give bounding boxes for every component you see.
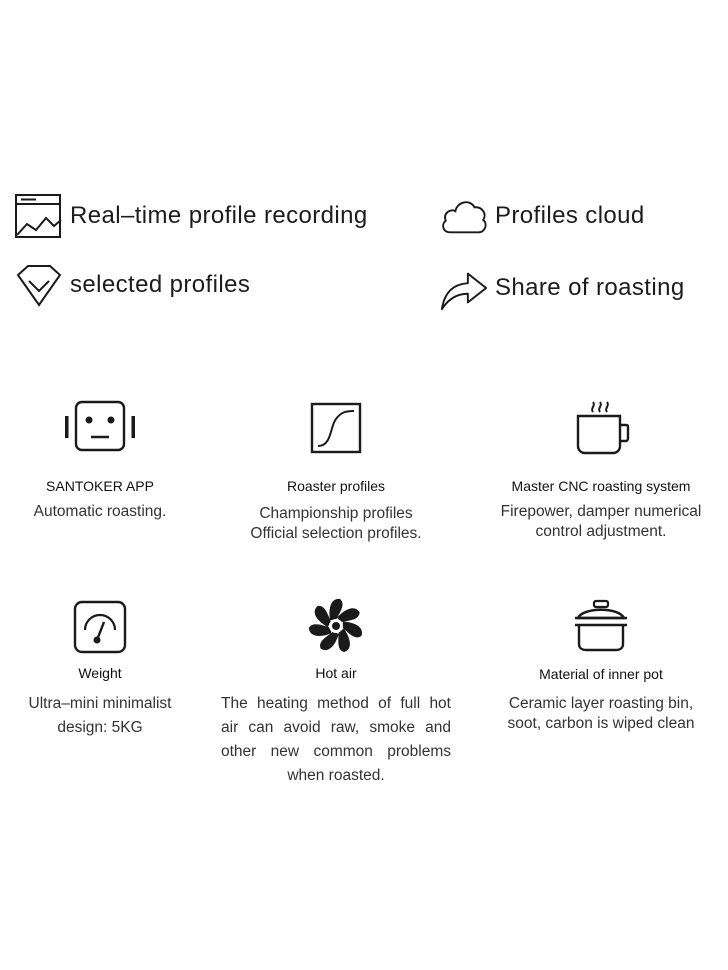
card-description xyxy=(486,694,716,734)
card-description-line: Automatic roasting. xyxy=(33,503,167,520)
card-description-line: The heating method of full hot xyxy=(221,695,451,712)
feature-label: Real–time profile recording xyxy=(70,202,368,229)
card-description xyxy=(0,694,215,738)
feature-label: Profiles cloud xyxy=(495,202,645,229)
card-description xyxy=(0,502,215,522)
card-description-line: Firepower, damper numerical xyxy=(500,503,702,520)
card-description xyxy=(486,502,716,542)
pot-icon xyxy=(573,598,629,654)
card-title: Roaster profiles xyxy=(286,478,386,494)
feature-profiles-cloud xyxy=(439,188,645,244)
cloud-icon xyxy=(439,191,489,241)
card-title: Weight xyxy=(78,665,122,681)
card-weight xyxy=(0,598,215,748)
card-description-line: air can avoid raw, smoke and xyxy=(221,719,451,736)
card-description-line: Championship profiles xyxy=(259,505,413,522)
card-roaster-profiles xyxy=(221,398,451,548)
card-inner-pot xyxy=(486,598,716,748)
card-description-line: soot, carbon is wiped clean xyxy=(507,715,695,732)
card-description-line: other new common problems xyxy=(221,743,451,760)
card-description-line: when roasted. xyxy=(287,767,385,784)
coffee-cup-icon xyxy=(571,398,631,456)
feature-label: Share of roasting xyxy=(495,274,685,301)
card-title: Hot air xyxy=(315,665,357,681)
fan-icon xyxy=(308,598,364,654)
card-description-line: Official selection profiles. xyxy=(250,525,422,542)
card-description-line: Ultra–mini minimalist xyxy=(28,695,172,712)
card-description-line: control adjustment. xyxy=(535,523,667,540)
card-master-cnc xyxy=(486,398,716,548)
card-title: SANTOKER APP xyxy=(46,478,154,494)
feature-selected-profiles xyxy=(14,257,250,313)
card-hot-air xyxy=(221,598,451,788)
feature-label: selected profiles xyxy=(70,271,251,298)
card-santoker-app xyxy=(0,398,215,538)
feature-share-roasting xyxy=(439,260,685,316)
scale-gauge-icon xyxy=(73,600,127,654)
curve-graph-icon xyxy=(310,402,362,454)
share-arrow-icon xyxy=(439,263,489,313)
card-description xyxy=(221,504,451,544)
card-title: Material of inner pot xyxy=(539,666,663,682)
robot-face-icon xyxy=(62,398,138,456)
diamond-check-icon xyxy=(14,260,64,310)
card-description-line: Ceramic layer roasting bin, xyxy=(508,695,694,712)
chart-window-icon xyxy=(14,191,64,241)
card-description-line: design: 5KG xyxy=(57,719,143,736)
card-description xyxy=(221,692,451,788)
card-title: Master CNC roasting system xyxy=(511,478,691,494)
feature-realtime-recording xyxy=(14,188,368,244)
